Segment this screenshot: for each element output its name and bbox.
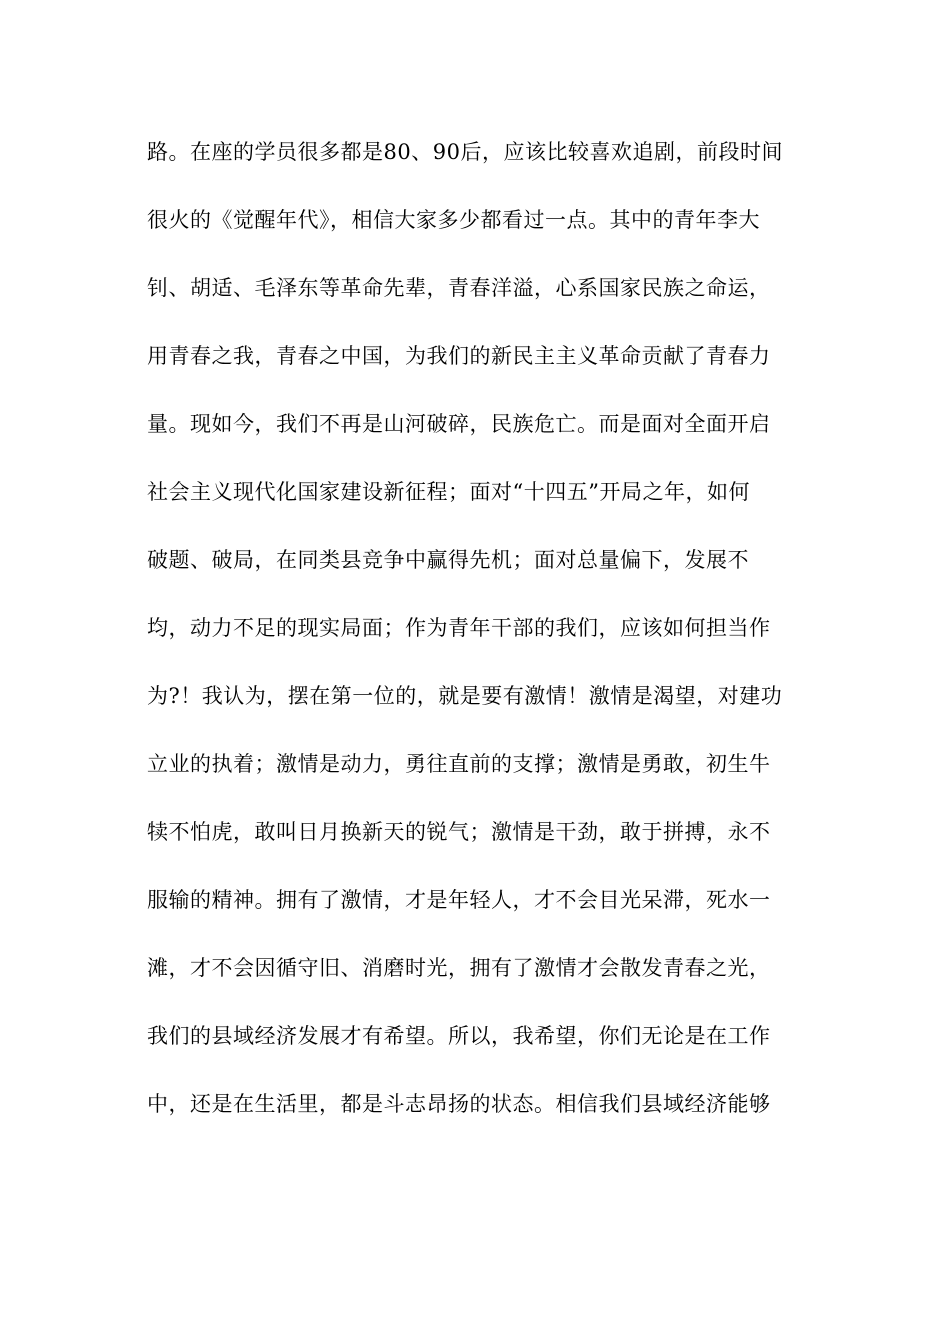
text-line: 用青春之我，青春之中国，为我们的新民主主义革命贡献了青春力 (147, 344, 771, 368)
text-line: 均，动力不足的现实局面；作为青年干部的我们，应该如何担当作 (147, 616, 771, 640)
text-line: 破题、破局，在同类县竞争中赢得先机；面对总量偏下，发展不 (147, 548, 749, 572)
text-line: 立业的执着；激情是动力，勇往直前的支撑；激情是勇敢，初生牛 (147, 752, 771, 776)
document-body (147, 128, 807, 1148)
text-line: 量。现如今，我们不再是山河破碎，民族危亡。而是面对全面开启 (147, 412, 771, 436)
text-line: 路。在座的学员很多都是80、90后，应该比较喜欢追剧，前段时间 (147, 140, 783, 164)
text-line: 社会主义现代化国家建设新征程；面对“十四五”开局之年，如何 (147, 480, 750, 504)
text-line: 我们的县域经济发展才有希望。所以，我希望，你们无论是在工作 (147, 1024, 771, 1048)
text-line: 很火的《觉醒年代》，相信大家多少都看过一点。其中的青年李大 (147, 208, 760, 232)
text-line: 服输的精神。拥有了激情，才是年轻人，才不会目光呆滞，死水一 (147, 888, 771, 912)
text-line: 犊不怕虎，敢叫日月换新天的锐气；激情是干劲，敢于拼搏，永不 (147, 820, 771, 844)
text-line: 为?！我认为，摆在第一位的，就是要有激情！激情是渴望，对建功 (147, 684, 783, 708)
text-line: 钊、胡适、毛泽东等革命先辈，青春洋溢，心系国家民族之命运， (147, 276, 771, 300)
text-line: 中，还是在生活里，都是斗志昂扬的状态。相信我们县域经济能够 (147, 1092, 771, 1116)
text-line: 滩，才不会因循守旧、消磨时光，拥有了激情才会散发青春之光， (147, 956, 771, 980)
